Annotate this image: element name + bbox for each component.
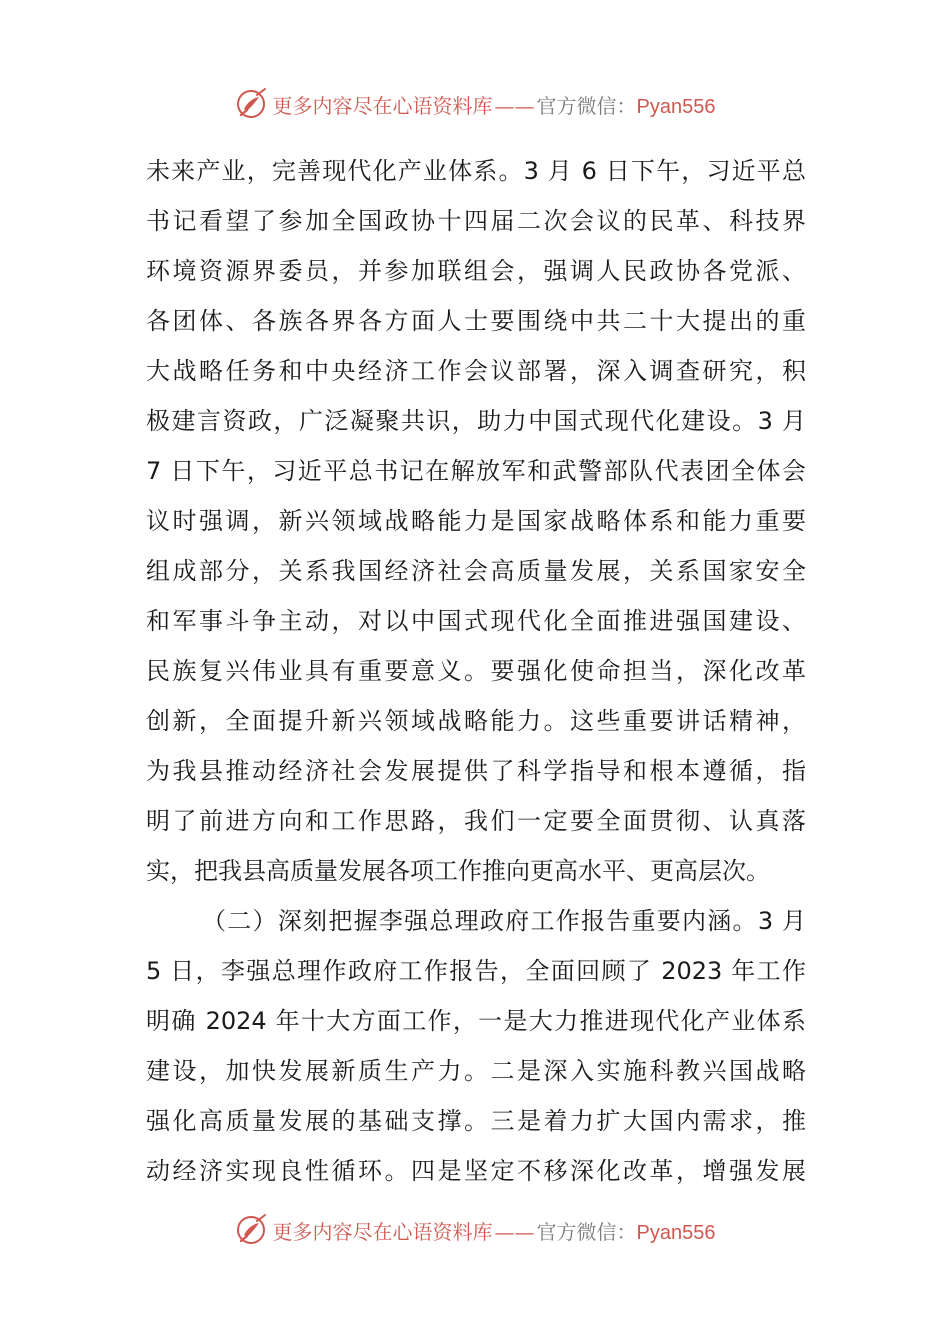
document-body [146, 146, 806, 1196]
body-line: 建设，加快发展新质生产力。二是深入实施科教兴国战略 [146, 1057, 806, 1085]
banner-official-label: 官方微信： [536, 93, 637, 118]
body-line: 明确 2024 年十大方面工作，一是大力推进现代化产业体系 [146, 1007, 806, 1035]
banner-dash: —— [494, 1219, 535, 1244]
banner-text [273, 90, 716, 119]
footer-banner [0, 1210, 950, 1250]
body-line: 强化高质量发展的基础支撑。三是着力扩大国内需求，推 [146, 1107, 806, 1135]
body-line: 实，把我县高质量发展各项工作推向更高水平、更高层次。 [146, 857, 770, 885]
body-line: 明了前进方向和工作思路，我们一定要全面贯彻、认真落 [146, 807, 806, 835]
section-heading-line: （二）深刻把握李强总理政府工作报告重要内涵。3 月 [202, 907, 806, 935]
body-line: 议时强调，新兴领域战略能力是国家战略体系和能力重要 [146, 507, 806, 535]
body-line: 大战略任务和中央经济工作会议部署，深入调查研究，积 [146, 357, 806, 385]
banner-text [273, 1216, 716, 1245]
body-line: 民族复兴伟业具有重要意义。要强化使命担当，深化改革 [146, 657, 806, 685]
banner-wechat-id: Pyan556 [636, 1221, 716, 1244]
body-line: 创新，全面提升新兴领域战略能力。这些重要讲话精神， [146, 707, 806, 735]
body-line: 极建言资政，广泛凝聚共识，助力中国式现代化建设。3 月 [146, 407, 806, 435]
body-line: 未来产业，完善现代化产业体系。3 月 6 日下午，习近平总 [146, 157, 806, 185]
body-line: 5 日，李强总理作政府工作报告，全面回顾了 2023 年工作 [146, 957, 806, 985]
banner-wechat-id: Pyan556 [636, 95, 716, 118]
body-line: 组成部分，关系我国经济社会高质量发展，关系国家安全 [146, 557, 806, 585]
banner-site-name: 更多内容尽在心语资料库 [272, 93, 493, 118]
pen-logo-icon [235, 1213, 269, 1247]
body-line: 和军事斗争主动，对以中国式现代化全面推进强国建设、 [146, 607, 806, 635]
header-banner [0, 84, 950, 124]
pen-logo-icon [235, 87, 269, 121]
banner-official-label: 官方微信： [536, 1219, 637, 1244]
body-line: 各团体、各族各界各方面人士要围绕中共二十大提出的重 [146, 307, 806, 335]
body-line: 环境资源界委员，并参加联组会，强调人民政协各党派、 [146, 257, 806, 285]
body-line: 书记看望了参加全国政协十四届二次会议的民革、科技界 [146, 207, 806, 235]
body-line: 7 日下午，习近平总书记在解放军和武警部队代表团全体会 [146, 457, 806, 485]
banner-site-name: 更多内容尽在心语资料库 [272, 1219, 493, 1244]
body-line: 动经济实现良性循环。四是坚定不移深化改革，增强发展 [146, 1157, 806, 1185]
banner-dash: —— [494, 93, 535, 118]
body-line: 为我县推动经济社会发展提供了科学指导和根本遵循，指 [146, 757, 806, 785]
